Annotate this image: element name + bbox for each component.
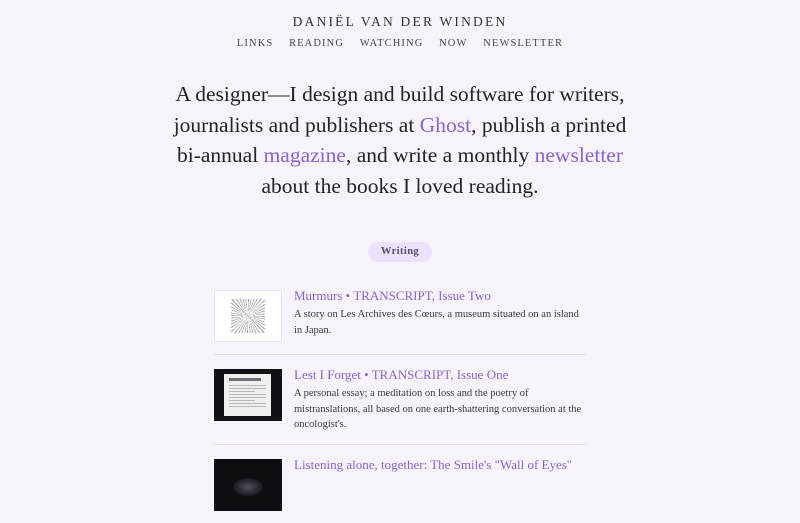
writing-tag[interactable]: Writing [368, 242, 432, 262]
nav-item-now[interactable]: NOW [439, 38, 468, 49]
link-newsletter[interactable]: newsletter [534, 143, 623, 168]
post-title-link[interactable]: Listening alone, together: The Smile's "Wall of Eyes" [294, 456, 573, 472]
post-body [294, 457, 586, 476]
link-ghost[interactable]: Ghost [419, 112, 472, 137]
intro-text-part4: about the books I loved reading. [261, 173, 539, 198]
section-tag-row [0, 241, 800, 262]
intro-text-part3: , and write a monthly [345, 143, 535, 168]
nav-item-newsletter[interactable]: NEWSLETTER [483, 38, 564, 49]
nav-item-watching[interactable]: WATCHING [359, 38, 424, 49]
page-title: DANIËL VAN DER WINDEN [292, 14, 508, 29]
document-page-thumbnail-icon [214, 369, 282, 421]
post-list [214, 276, 586, 523]
post-title-link[interactable]: Lest I Forget • TRANSCRIPT, Issue One [294, 367, 509, 383]
link-magazine[interactable]: magazine [263, 143, 346, 168]
post-title-link[interactable]: Murmurs • TRANSCRIPT, Issue Two [294, 288, 491, 304]
intro-text-part2: , publish a printed bi-annual [177, 112, 627, 168]
list-item[interactable] [214, 444, 586, 523]
main-navigation [0, 38, 800, 49]
site-header [0, 0, 800, 49]
list-item[interactable] [214, 354, 586, 444]
post-body [294, 288, 586, 338]
radial-burst-thumbnail-icon [214, 290, 282, 342]
intro-paragraph [165, 79, 635, 201]
post-excerpt: A personal essay; a meditation on loss and the poetry of mistranslations, all based on one earth-shattering conversation at the oncologist's. [294, 388, 582, 430]
list-item[interactable] [214, 276, 586, 354]
dark-album-thumbnail-icon [214, 459, 282, 511]
post-excerpt: A story on Les Archives des Cœurs, a museum situated on an island in Japan. [294, 309, 579, 336]
intro-text-part1: A designer—I design and build software for writers, journalists and publishers at [173, 82, 625, 137]
nav-item-links[interactable]: LINKS [236, 38, 274, 49]
nav-item-reading[interactable]: READING [289, 38, 345, 49]
post-body [294, 367, 586, 432]
